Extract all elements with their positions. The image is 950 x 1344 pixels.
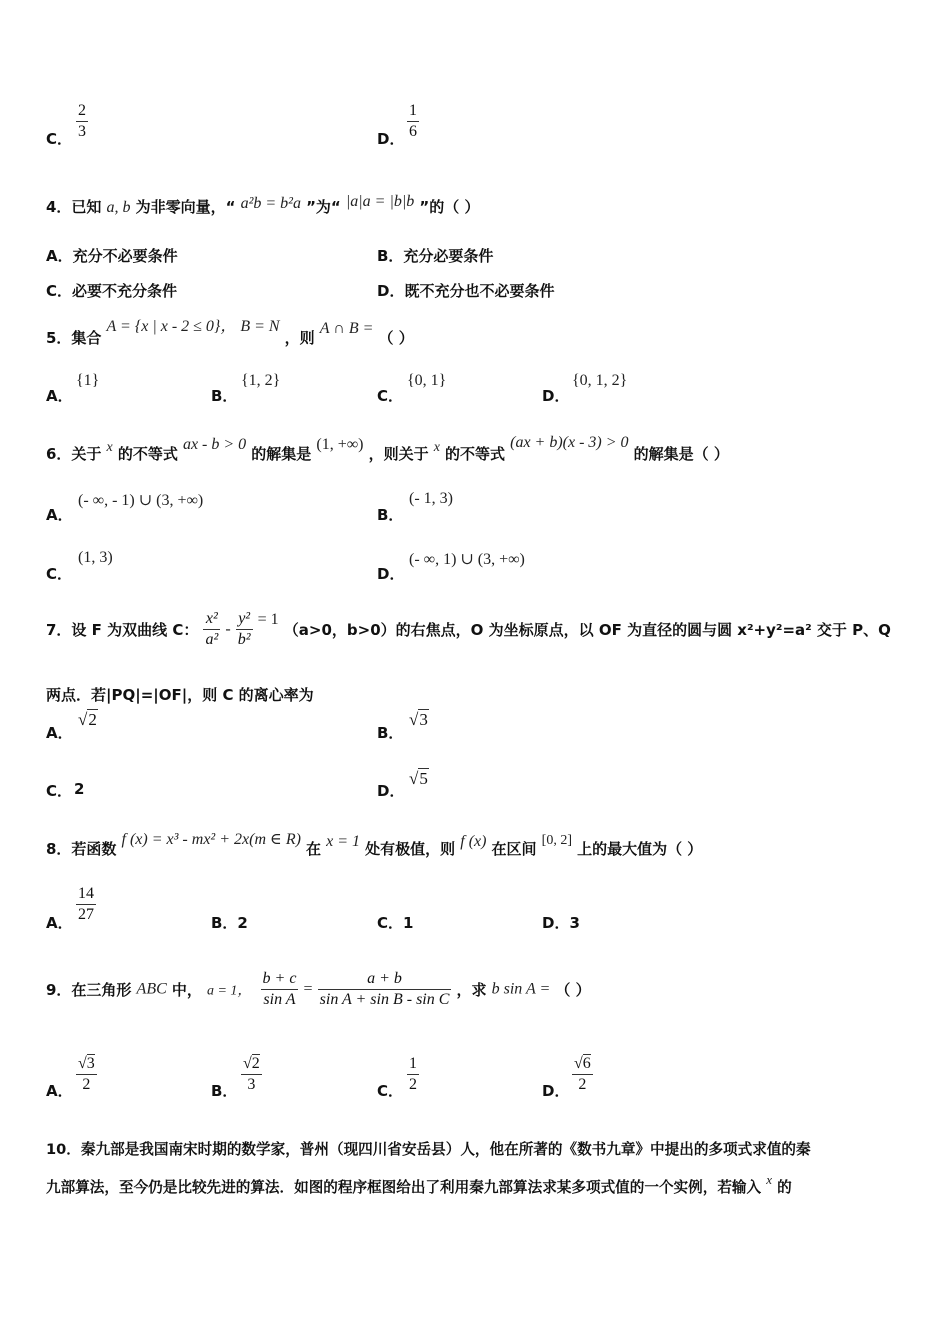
q7-stem-line-2: 两点．若|PQ|=|OF|，则 C 的离心率为 (46, 686, 314, 704)
q5-stem-text: 5．集合 (46, 329, 102, 347)
q6-option-d-label[interactable]: D． (377, 565, 405, 583)
q4-option-c[interactable]: C．必要不充分条件 (46, 282, 178, 300)
q9-option-d[interactable] (572, 1055, 593, 1094)
q4-condition-2: |a|a = |b|b (345, 193, 415, 210)
sqrt-radicand: 3 (86, 1055, 95, 1072)
fraction-denominator: b² (237, 631, 251, 648)
q8-stem-text: 上的最大值为（ ） (577, 840, 703, 858)
q3-option-c-fraction[interactable] (76, 102, 88, 141)
fraction-numerator: x² (203, 610, 220, 630)
fraction-numerator: a + b (318, 970, 452, 990)
q5-option-a[interactable]: {1} (76, 372, 100, 389)
q10-stem-line-2 (46, 1172, 792, 1197)
q6-option-a-label[interactable]: A． (46, 506, 73, 524)
q6-option-d[interactable]: (- ∞, 1) ∪ (3, +∞) (409, 551, 525, 568)
fraction-numerator: 2 (76, 102, 88, 122)
fraction-denominator: sin A + sin B - sin C (319, 991, 450, 1008)
q7-option-c-label[interactable]: C． (46, 782, 73, 800)
q4-stem (46, 193, 480, 217)
q9-option-c-label[interactable]: C． (377, 1082, 404, 1100)
q6-stem-text: ，则关于 (368, 445, 429, 463)
fraction-denominator: 3 (78, 123, 86, 140)
q7-fraction-y (236, 610, 253, 649)
fraction-denominator: 2 (82, 1076, 91, 1093)
q4-option-b[interactable]: B．充分必要条件 (377, 247, 494, 265)
sqrt-radicand: 6 (582, 1055, 591, 1072)
q9-option-a-label[interactable]: A． (46, 1082, 73, 1100)
q6-inequality-2: (ax + b)(x - 3) > 0 (510, 434, 629, 451)
q10-stem-line-1: 10．秦九部是我国南宋时期的数学家，普州（现四川省安岳县）人，他在所著的《数书九章》中提出的多项式求值的秦 (46, 1141, 811, 1158)
q5-stem-text: （ ） (378, 329, 414, 347)
q9-expression: b sin A = (491, 980, 551, 998)
q6-var-x: x (106, 440, 113, 455)
q9-stem-text: ，求 (456, 981, 487, 999)
q7-option-b-label[interactable]: B． (377, 724, 404, 742)
q8-option-d[interactable]: D．3 (542, 914, 580, 932)
q9-stem (46, 970, 591, 1009)
q5-option-b[interactable]: {1, 2} (241, 372, 281, 389)
q9-option-a[interactable] (76, 1055, 97, 1094)
q8-option-a[interactable] (76, 885, 96, 924)
q5-set-definition: A = {x | x - 2 ≤ 0}， B = N (106, 318, 280, 335)
q8-stem-text: 在区间 (491, 840, 537, 858)
q4-condition-1: a²b = b²a (240, 195, 301, 212)
q4-stem-text: ”的（ ） (419, 198, 480, 216)
q5-option-d[interactable]: {0, 1, 2} (572, 372, 628, 389)
q8-stem-text: 在 (306, 840, 322, 858)
q6-stem (46, 434, 729, 464)
q9-right-fraction (318, 970, 452, 1009)
q4-vars: a, b (106, 199, 131, 216)
q7-option-a[interactable]: √2 (78, 710, 97, 729)
q10-stem-text: 的 (777, 1179, 792, 1196)
q6-option-b[interactable]: (- 1, 3) (409, 490, 453, 507)
q4-stem-text: 为非零向量，“ (135, 198, 236, 216)
fraction-numerator: y² (236, 610, 253, 630)
sqrt-radicand: 5 (419, 769, 428, 788)
q7-minus: - (225, 620, 231, 638)
fraction-denominator: 2 (578, 1076, 587, 1093)
q9-left-fraction (261, 970, 299, 1009)
q9-option-b-label[interactable]: B． (211, 1082, 238, 1100)
q4-stem-text: ”为“ (306, 198, 341, 216)
fraction-numerator: 1 (407, 102, 419, 122)
q6-stem-text: 的解集是 (251, 445, 312, 463)
q6-stem-text: 6．关于 (46, 445, 102, 463)
q5-expression: A ∩ B = (319, 320, 374, 337)
fraction-numerator: √3 (76, 1055, 97, 1075)
sqrt-radicand: 2 (88, 710, 97, 729)
q7-option-c[interactable]: 2 (74, 780, 85, 798)
q8-stem-text: 处有极值，则 (365, 840, 456, 858)
q9-triangle: ABC (136, 980, 167, 998)
q6-solution-set: (1, +∞) (316, 436, 364, 453)
q8-point: x = 1 (326, 833, 361, 850)
q3-option-c-label[interactable]: C． (46, 130, 73, 148)
fraction-numerator: b + c (261, 970, 299, 990)
sqrt-radicand: 2 (251, 1055, 260, 1072)
q5-option-b-label[interactable]: B． (211, 387, 238, 405)
q9-stem-text: 中， (171, 981, 202, 999)
q8-option-c[interactable]: C．1 (377, 914, 414, 932)
q4-option-d[interactable]: D．既不充分也不必要条件 (377, 282, 555, 300)
fraction-numerator: 1 (407, 1055, 419, 1075)
fraction-numerator: 14 (76, 885, 96, 905)
q6-stem-text: 的解集是（ ） (633, 445, 729, 463)
q4-stem-text: 4．已知 (46, 198, 102, 216)
q5-option-a-label[interactable]: A． (46, 387, 73, 405)
q8-interval: [0, 2] (541, 833, 572, 848)
q4-option-a[interactable]: A．充分不必要条件 (46, 247, 178, 265)
fraction-denominator: 27 (78, 906, 94, 923)
q6-inequality-1: ax - b > 0 (182, 436, 247, 453)
fraction-numerator: √6 (572, 1055, 593, 1075)
q8-option-a-label[interactable]: A． (46, 914, 73, 932)
fraction-denominator: 2 (409, 1076, 417, 1093)
q7-equals-one: = 1 (257, 611, 279, 628)
q10-stem-text: 九部算法，至今仍是比较先进的算法．如图的程序框图给出了利用秦九部算法求某多项式值的一个实例，若输入 (46, 1179, 762, 1196)
q6-option-c-label[interactable]: C． (46, 565, 73, 583)
q5-option-c[interactable]: {0, 1} (407, 372, 447, 389)
q6-option-a[interactable]: (- ∞, - 1) ∪ (3, +∞) (78, 492, 204, 509)
q9-equals: = (303, 980, 313, 998)
q7-fraction-x (203, 610, 220, 649)
q8-option-b[interactable]: B．2 (211, 914, 248, 932)
q9-condition: a = 1， (206, 983, 252, 999)
sqrt-radicand: 3 (419, 710, 428, 729)
fraction-numerator: √2 (241, 1055, 262, 1075)
q10-var-x: x (766, 1172, 772, 1187)
q3-option-d-label[interactable]: D． (377, 130, 405, 148)
q8-stem-text: 8．若函数 (46, 840, 117, 858)
q9-option-d-label[interactable]: D． (542, 1082, 570, 1100)
q5-option-d-label[interactable]: D． (542, 387, 570, 405)
q6-option-b-label[interactable]: B． (377, 506, 404, 524)
q9-stem-text: 9．在三角形 (46, 981, 132, 999)
fraction-denominator: a² (205, 631, 219, 648)
fraction-denominator: 3 (247, 1076, 256, 1093)
q7-option-a-label[interactable]: A． (46, 724, 73, 742)
fraction-denominator: 6 (409, 123, 417, 140)
q6-var-x: x (433, 440, 440, 455)
q6-stem-text: 的不等式 (445, 445, 506, 463)
q8-function: f (x) = x³ - mx² + 2x(m ∈ R) (121, 831, 301, 848)
q9-option-b[interactable] (241, 1055, 262, 1094)
q5-option-c-label[interactable]: C． (377, 387, 404, 405)
q7-option-b[interactable]: √3 (409, 710, 428, 729)
q7-stem-text: 7．设 F 为双曲线 C： (46, 621, 199, 639)
q7-stem-text: （a>0，b>0）的右焦点，O 为坐标原点，以 OF 为直径的圆与圆 x²+y²=a² 交于 P、Q (283, 621, 891, 639)
q7-option-d-label[interactable]: D． (377, 782, 405, 800)
q6-stem-text: 的不等式 (117, 445, 178, 463)
q6-option-c[interactable]: (1, 3) (78, 549, 113, 566)
q5-stem (46, 318, 414, 348)
q3-option-d-fraction[interactable] (407, 102, 419, 141)
q7-stem-line-1 (46, 610, 891, 649)
q8-stem (46, 831, 703, 859)
q7-option-d[interactable]: √5 (409, 769, 428, 788)
fraction-denominator: sin A (263, 991, 296, 1008)
q9-option-c[interactable] (407, 1055, 419, 1094)
q5-stem-text: ，则 (284, 329, 315, 347)
q9-stem-text: （ ） (555, 981, 591, 999)
q8-fx: f (x) (460, 833, 487, 850)
